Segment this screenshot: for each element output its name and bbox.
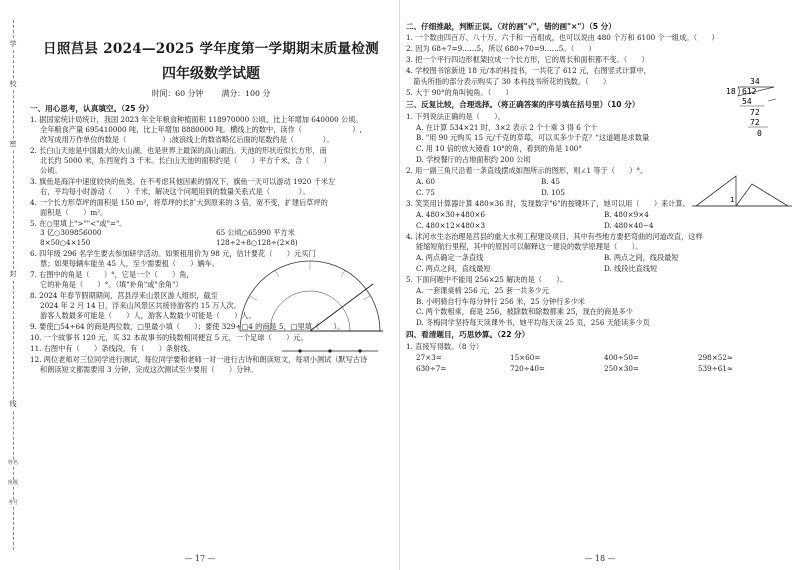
right-page xyxy=(400,0,800,570)
division-step: 72 xyxy=(750,118,760,128)
margin-char: 姓名 xyxy=(7,460,18,466)
choice-option: B. 小明骑自行车每分钟行 256 米，25 分钟行多少米 xyxy=(416,296,585,306)
choice-option-row xyxy=(416,221,792,231)
question-3 xyxy=(30,177,392,197)
question-line: 8. 2024 年春节假期期间，莒县浮来山景区游人组织，截至 xyxy=(30,291,218,301)
compare-row xyxy=(30,228,392,238)
compare-item: 3 亿○309856000 xyxy=(40,228,102,238)
calc-item: 400÷50= xyxy=(604,352,639,362)
calc-item: 250×30= xyxy=(604,363,639,373)
question-9: 9. 要使□54÷64 的商是两位数，□里最小填（ ）；要使 329÷□4 的商是 5，□里填（ ）。 xyxy=(30,321,345,331)
choice-5-options xyxy=(406,286,792,329)
judge-3: 3. 把一个平行四边形框架拉成一个长方形，它的周长和面积都不变。（ ） xyxy=(406,55,649,65)
compare-item: 128÷2÷8○128÷(2×8) xyxy=(216,238,298,248)
choice-option: B. "用 90 元购买 15 元/千克的草莓，可以买多少千克？"这道题是求数量 xyxy=(416,133,650,143)
choice-4 xyxy=(406,232,792,252)
calc-item: 15×60= xyxy=(510,352,541,362)
question-line: 游客人数最多可能是（ ）人，游客人数最少可能是（ ）人。 xyxy=(40,310,256,320)
question-line: 4. 沭河水生态治理是莒县的重大水利工程建设项目，其中有些地方要把弯曲的河道改直，这样 xyxy=(406,231,703,241)
choice-option-row xyxy=(416,188,666,198)
set-square-figure xyxy=(692,174,792,210)
division-remainder: 0 xyxy=(757,129,762,139)
q7-block xyxy=(30,270,392,290)
question-line: 5. 在○里填上">""<"或"="。 xyxy=(30,218,127,228)
choice-5: 5. 下面问题中不能用 256×25 解决的是（ ）。 xyxy=(406,274,568,284)
question-line: 右，平均每小时游动（ ）千米，解决这个问题用到的数量关系式是（ ）。 xyxy=(40,186,310,196)
choice-option: A. 60 xyxy=(416,177,435,187)
division-step: 72 xyxy=(750,108,760,118)
judge-2: 2. 因为 68÷7=9……5，所以 680÷70=9……5。（ ） xyxy=(406,44,596,54)
section-heading: 三、反复比较，合理选择。（将正确答案的序号填在括号里）（10 分） xyxy=(406,100,640,110)
question-line: 12. 两位老师对三位同学进行测试，每位同学要和老师一对一进行古诗和朗读短文，每项小测试（默写古诗 xyxy=(30,354,368,364)
choice-option: C. 两个数相乘，商是 256，被除数和除数都乘 25，现在的商是多少 xyxy=(416,307,633,317)
left-content xyxy=(30,32,392,376)
question-line: 11. 右图中有（ ）条线段，有（ ）条射线。 xyxy=(30,343,195,353)
choice-2: 2. 用一副三角尺沿着一条直线摆成如图所示的图形，则∠1 等于（ ）°。 xyxy=(406,166,648,176)
choice-option-row xyxy=(416,177,666,187)
section-heading: 四、看清题目，巧思妙算。（22 分） xyxy=(406,330,530,340)
judge-5: 5. 大于 90°的角叫钝角。（ ） xyxy=(406,88,513,98)
choice-option-row xyxy=(416,264,792,274)
line-segment-figure xyxy=(280,346,380,356)
compare-row xyxy=(30,238,392,248)
question-line: 面积是（ ）m²。 xyxy=(40,207,108,217)
calc-row xyxy=(416,353,792,363)
judge-1: 1. 一个数由四百万、八十万、六千和一百组成，也可以说由 480 个万和 6100 个一组成。（ ） xyxy=(406,33,719,43)
choice-option: B. 480×9×4 xyxy=(604,210,649,219)
calc-title: 1. 直接写得数。（8 分） xyxy=(406,341,484,351)
choice-option-row xyxy=(416,210,792,220)
choice-option: A. 480×30+480×6 xyxy=(416,210,485,219)
calc-item: 720÷40= xyxy=(510,363,545,373)
question-5 xyxy=(30,219,392,249)
choice-4-options xyxy=(406,253,792,274)
question-7 xyxy=(30,270,230,290)
division-dividend: 612 xyxy=(742,87,757,97)
choice-option: A. 在计算 534×21 时，3×2 表示 2 个十乘 3 得 6 个十 xyxy=(416,122,598,132)
question-line: 3. 旗鱼是海洋中速度较快的鱼类。在不考虑其他因素的情况下，旗鱼一天可以游动 1920 千米左 xyxy=(30,176,336,186)
question-11 xyxy=(30,344,392,354)
question-line: 北长约 5000 米，东西宽约 3 千米。长白山天池的面积约是（ ）平方千米，合（ ） xyxy=(40,155,331,165)
choice-option: A. 一套课桌椅 256 元，25 套一共多少元 xyxy=(416,285,549,295)
choice-2-options xyxy=(406,177,666,198)
section-heading: 二、仔细推敲，判断正误。（对的画"√"，错的画"×"）（5 分） xyxy=(406,22,616,31)
question-line: 4. 一个长方形草坪的面积是 150 m²，将草坪的长扩大到原来的 3 倍，宽不变，扩建后草坪的 xyxy=(30,197,328,207)
choice-option: C. 用 10 倍的放大镜看 10°的角，看到的角是 100° xyxy=(416,144,582,154)
question-line: 公顷。 xyxy=(40,165,62,175)
page-number: — 17 — xyxy=(184,553,216,563)
question-line: 能缩短航行里程，其中的原因可以解释这一建设的数学原理是（ ）。 xyxy=(416,241,643,251)
calc-grid xyxy=(406,353,792,374)
exam-title: 日照莒县 2024—2025 学年度第一学期期末质量检测 xyxy=(43,41,379,57)
division-quotient: 34 xyxy=(750,77,760,87)
margin-char: 封 xyxy=(7,270,19,280)
division-step: 54 xyxy=(742,97,752,107)
margin-char: 校 xyxy=(7,80,19,90)
angle-label: 1 xyxy=(730,196,735,205)
question-line: 7. 右图中的角是（ ）°，它是一个（ ）角， xyxy=(30,270,194,280)
division-divisor: 18 xyxy=(726,87,736,97)
question-line: 2024 年 2 月 14 日，浮来山风景区共接待游客约 15 万人次。 xyxy=(40,301,241,311)
question-line: 6. 四年级 296 名学生要去参加研学活动。如果租用价为 98 元，估计要花（ ）元买门 xyxy=(30,249,316,259)
long-division-figure xyxy=(724,75,784,159)
calc-item: 539÷61≈ xyxy=(698,363,733,373)
exam-time: 时间：60 分钟 xyxy=(151,88,204,98)
margin-char: 密 xyxy=(7,140,19,150)
choice-option: D. 480×40−4 xyxy=(604,220,654,230)
question-line: 改写成用万作单位的数是（ ）;波浪线上的数省略亿后面的尾数约是（ ）。 xyxy=(40,135,334,145)
exam-meta xyxy=(30,89,392,100)
calc-row xyxy=(416,364,792,374)
margin-char: 线 xyxy=(7,400,19,410)
right-content xyxy=(406,20,792,375)
margin-char: 学 xyxy=(7,40,19,50)
subject-title: 四年级数学试题 xyxy=(162,65,260,82)
question-line: 1. 据国家统计局统计，我国 2023 年全年粮食种植面积 118970000 公顷，比上年增加 640000 公顷。 xyxy=(30,115,363,125)
compare-item: 8×50○4×150 xyxy=(40,238,91,248)
question-4 xyxy=(30,198,392,218)
question-line: 2. 长白山天池是中国最大的火山湖，也是世界上最深的高山湖泊。天池的形状近似长方形，南 xyxy=(30,145,327,155)
question-10: 10. 一个故事书 120 元，买 32 本故事书的钱数相同便宜 5 元，一个足球（ ）元。 xyxy=(30,332,308,342)
choice-option: D. 105 xyxy=(541,188,565,198)
judge-4: 4. 学校图书馆新进 18 元/本的科技书，一共花了 612 元，右图竖式计算中， xyxy=(406,66,651,76)
choice-option: B. 45 xyxy=(541,177,560,187)
choice-3: 3. 笑笑用计算器计算 480×36 时，发现数字"6"的按键坏了，她可以用（ ）来计算。 xyxy=(406,199,690,209)
calc-item: 630÷7= xyxy=(416,363,447,373)
choice-option-row xyxy=(416,253,792,263)
question-12 xyxy=(30,355,392,375)
question-line: 它的补角是（ ）°。（填"补角"或"余角"） xyxy=(40,280,183,290)
exam-score: 满分：100 分 xyxy=(221,88,271,98)
binding-margin xyxy=(0,0,26,570)
margin-char: 考号 xyxy=(7,500,18,506)
arrow-icon xyxy=(768,99,776,101)
page-number: — 18 — xyxy=(584,553,616,563)
question-2 xyxy=(30,146,392,176)
choice-option: A. 两点确定一条直线 xyxy=(416,252,484,262)
choice-option: D. 学校餐厅的占地面积约 200 公顷 xyxy=(416,155,531,165)
question-line: 票；如果每辆车能坐 45 人，至少需要租（ ）辆车。 xyxy=(40,259,220,269)
question-line: 和朗读短文都需要用 3 分钟，完成这次测试至少要用（ ）分钟。 xyxy=(40,364,258,374)
choice-1: 1. 下列说法正确的是（ ）。 xyxy=(406,111,505,121)
calc-item: 27×3= xyxy=(416,352,442,362)
judge-4-cont: 箭头所指的部分表示购买了 30 本科技书所花的钱数。（ ） xyxy=(406,77,611,87)
calc-item: 298×52≈ xyxy=(698,352,733,362)
choice-option: C. 两点之间，直线最短 xyxy=(416,263,491,273)
choice-option: C. 75 xyxy=(416,188,435,198)
seal-line xyxy=(13,20,14,550)
choice-3-options xyxy=(406,210,792,231)
protractor-figure xyxy=(235,256,385,336)
margin-char: 班级 xyxy=(7,480,18,486)
compare-item: 65 公顷○65990 平方米 xyxy=(216,228,295,238)
choice-option: D. 线段比直线短 xyxy=(604,263,658,273)
section-heading: 一、用心思考，认真填空。（25 分） xyxy=(30,103,154,113)
choice-option: C. 480×12×480×3 xyxy=(416,220,486,230)
choice-option: D. 冬梅同学坚持每天读课外书，她平均每天读 25 页，256 天能读多少页 xyxy=(416,318,650,328)
question-line: 全年粮食产量 695410000 吨，比上年增加 8880000 吨。横线上的数中，读作（ ）, xyxy=(40,125,362,135)
question-1 xyxy=(30,115,392,145)
choice-option: B. 两点之间，线段最短 xyxy=(604,252,679,262)
